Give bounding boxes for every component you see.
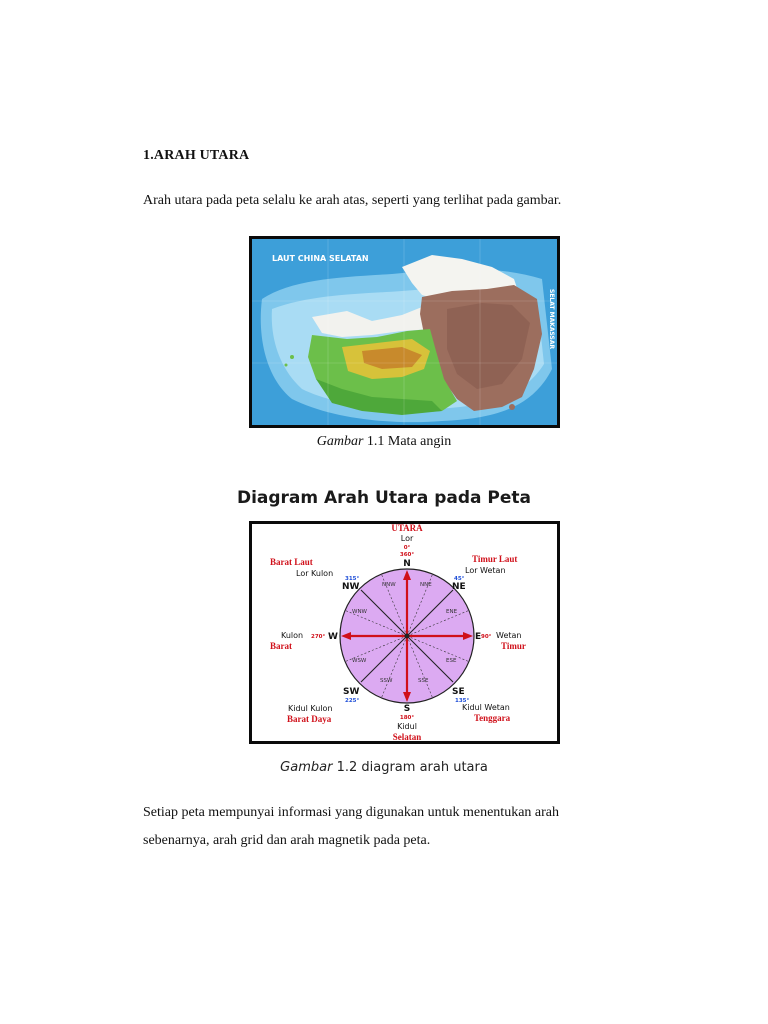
southeast-degree: 135° [455, 698, 470, 704]
northwest-javanese-label: Lor Kulon [296, 569, 334, 578]
east-javanese-label: Wetan [496, 631, 522, 640]
south-indonesian-label: Selatan [392, 732, 422, 741]
west-degree: 270° [311, 634, 326, 640]
figure-1-caption: Gambar 1.1 Mata angin [316, 434, 452, 449]
northwest-degree: 315° [345, 576, 360, 582]
intro-paragraph: Arah utara pada peta selalu ke arah atas, seperti yang terlihat pada gambar. [143, 193, 562, 208]
nne-label: NNE [420, 582, 432, 588]
northeast-degree: 45° [454, 576, 465, 582]
south-degree: 180° [399, 715, 415, 721]
closing-paragraph: Setiap peta mempunyai informasi yang digunakan untuk menentukan arah sebenarnya, arah grid dan arah magnetik pada peta. [143, 805, 559, 848]
east-indonesian-label: Timur [501, 641, 526, 651]
east-degree: 90° [481, 634, 492, 640]
southeast-abbr: SE [452, 687, 465, 697]
northeast-javanese-label: Lor Wetan [465, 566, 506, 575]
map-sea-label: LAUT CHINA SELATAN [272, 254, 369, 263]
west-javanese-label: Kulon [281, 631, 304, 640]
ene-label: ENE [446, 609, 458, 615]
diagram-title: Diagram Arah Utara pada Peta [236, 488, 532, 508]
borneo-map-image [249, 236, 560, 428]
north-degree-0: 0° [403, 545, 411, 551]
east-abbr: E [475, 632, 482, 642]
ese-label: ESE [446, 658, 457, 664]
south-abbr: S [403, 704, 411, 714]
map-strait-label: SELAT MAKASSAR [548, 289, 555, 350]
compass-diagram-graphic [252, 524, 557, 741]
south-javanese-label: Kidul [397, 722, 417, 731]
southwest-javanese-label: Kidul Kulon [288, 704, 333, 713]
southwest-abbr: SW [343, 687, 360, 697]
north-indonesian-label: UTARA [391, 524, 423, 533]
northeast-abbr: NE [452, 582, 466, 592]
sse-label: SSE [418, 678, 429, 684]
west-indonesian-label: Barat [270, 641, 292, 651]
southeast-javanese-label: Kidul Wetan [462, 703, 510, 712]
southwest-degree: 225° [345, 698, 360, 704]
southeast-indonesian-label: Tenggara [474, 713, 511, 723]
wsw-label: WSW [352, 658, 367, 664]
northeast-indonesian-label: Timur Laut [472, 554, 518, 564]
north-javanese-label: Lor [400, 534, 414, 543]
north-abbr: N [403, 559, 411, 569]
figure-2-caption: Gambar 1.2 diagram arah utara [280, 760, 488, 775]
wnw-label: WNW [352, 609, 367, 615]
northwest-abbr: NW [342, 582, 360, 592]
section-heading: 1.ARAH UTARA [143, 148, 250, 163]
southwest-indonesian-label: Barat Daya [287, 714, 332, 724]
compass-diagram-image [249, 521, 560, 744]
ssw-label: SSW [380, 678, 393, 684]
northwest-indonesian-label: Barat Laut [270, 557, 313, 567]
nnw-label: NNW [382, 582, 396, 588]
west-abbr: W [328, 632, 338, 642]
north-degree-360: 360° [399, 552, 415, 558]
borneo-map-graphic [252, 239, 557, 425]
